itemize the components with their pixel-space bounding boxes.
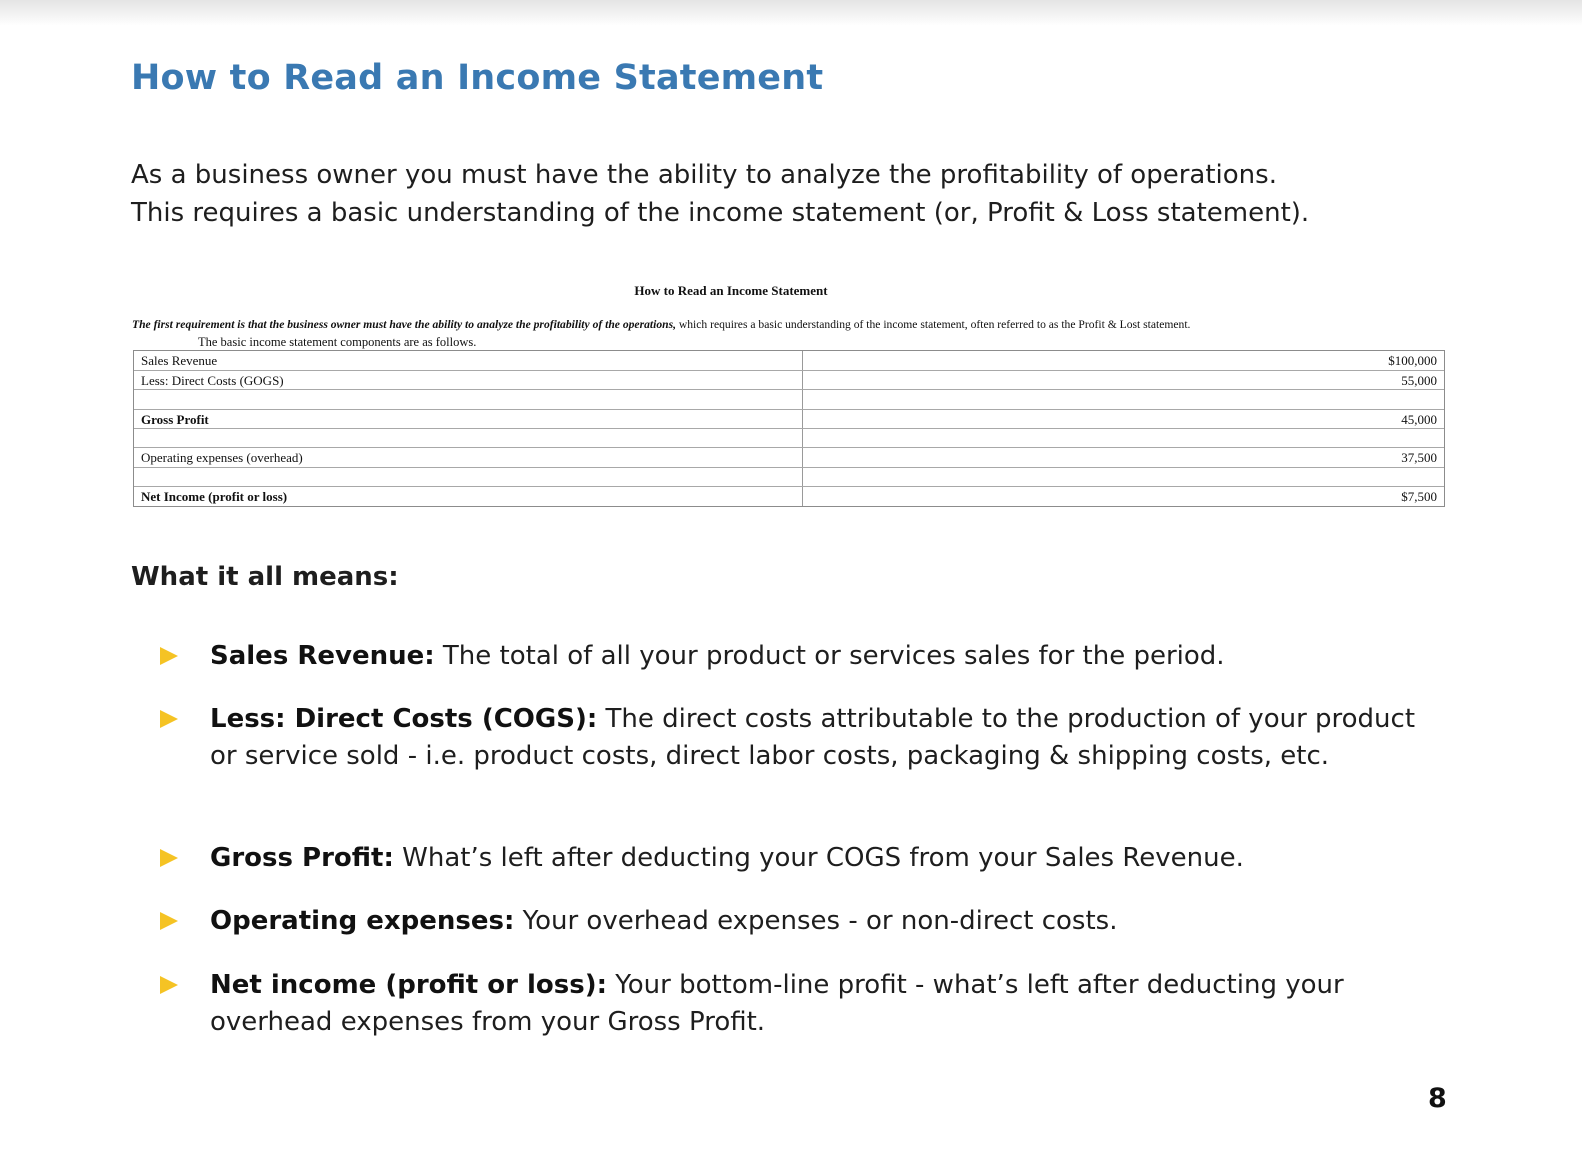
table-divider (134, 467, 1444, 468)
list-item-text (210, 903, 1420, 940)
row-label-sales-revenue: Sales Revenue (141, 353, 218, 368)
triangle-right-icon (160, 710, 178, 728)
triangle-right-icon (160, 849, 178, 867)
list-item-term: Net income (profit or loss): (210, 970, 608, 1000)
row-label-gross-profit: Gross Profit (141, 412, 209, 427)
table-divider (134, 370, 1444, 371)
list-item-text (210, 840, 1420, 877)
top-shadow (0, 0, 1582, 26)
list-item-description: The total of all your product or services sales for the period. (434, 641, 1225, 671)
row-amount-gross-profit: 45,000 (1401, 412, 1437, 427)
list-item-text (210, 967, 1420, 1041)
excerpt-components-line: The basic income statement components are as follows. (198, 335, 477, 349)
table-divider (134, 428, 1444, 429)
excerpt-requirement (132, 318, 1448, 331)
page-number: 8 (1428, 1083, 1447, 1114)
list-item-description: The direct costs attributable to the production of your product or service sold - i.e. product costs, direct labor costs, packaging & shipping costs, etc. (210, 704, 1416, 771)
intro-line-2: This requires a basic understanding of the income statement (or, Profit & Loss statement). (131, 198, 1310, 228)
table-divider (134, 447, 1444, 448)
means-heading: What it all means: (131, 562, 399, 592)
list-item-term: Less: Direct Costs (COGS): (210, 704, 598, 734)
table-divider (134, 409, 1444, 410)
row-amount-sales-revenue: $100,000 (1388, 353, 1437, 368)
list-item-term: Gross Profit: (210, 843, 394, 873)
row-amount-direct-costs: 55,000 (1401, 373, 1437, 388)
row-label-direct-costs: Less: Direct Costs (GOGS) (141, 373, 284, 388)
row-amount-net-income: $7,500 (1401, 489, 1437, 504)
excerpt-requirement-italic: The first requirement is that the business owner must have the ability to analyze the profitability of the operations, (132, 318, 676, 331)
table-divider (134, 389, 1444, 390)
triangle-right-icon (160, 647, 178, 665)
table-divider (134, 486, 1444, 487)
row-label-operating-expenses: Operating expenses (overhead) (141, 450, 303, 465)
excerpt-requirement-rest: which requires a basic understanding of the income statement, often referred to as the Profit & Lost statement. (675, 318, 1191, 331)
page-title: How to Read an Income Statement (131, 58, 824, 98)
list-item-text (210, 638, 1420, 675)
intro-line-1: As a business owner you must have the ability to analyze the profitability of operations. (131, 160, 1277, 190)
row-amount-operating-expenses: 37,500 (1401, 450, 1437, 465)
excerpt-title: How to Read an Income Statement (634, 283, 828, 298)
list-item-term: Operating expenses: (210, 906, 515, 936)
list-item-term: Sales Revenue: (210, 641, 435, 671)
row-label-net-income: Net Income (profit or loss) (141, 489, 288, 504)
list-item-text (210, 701, 1420, 775)
list-item-description: Your bottom-line profit - what’s left after deducting your overhead expenses from your Gross Profit. (210, 970, 1344, 1037)
income-statement-table (133, 350, 1445, 507)
intro-paragraph (131, 156, 1461, 232)
list-item-description: What’s left after deducting your COGS from your Sales Revenue. (393, 843, 1244, 873)
triangle-right-icon (160, 976, 178, 994)
triangle-right-icon (160, 912, 178, 930)
list-item-description: Your overhead expenses - or non-direct costs. (514, 906, 1118, 936)
